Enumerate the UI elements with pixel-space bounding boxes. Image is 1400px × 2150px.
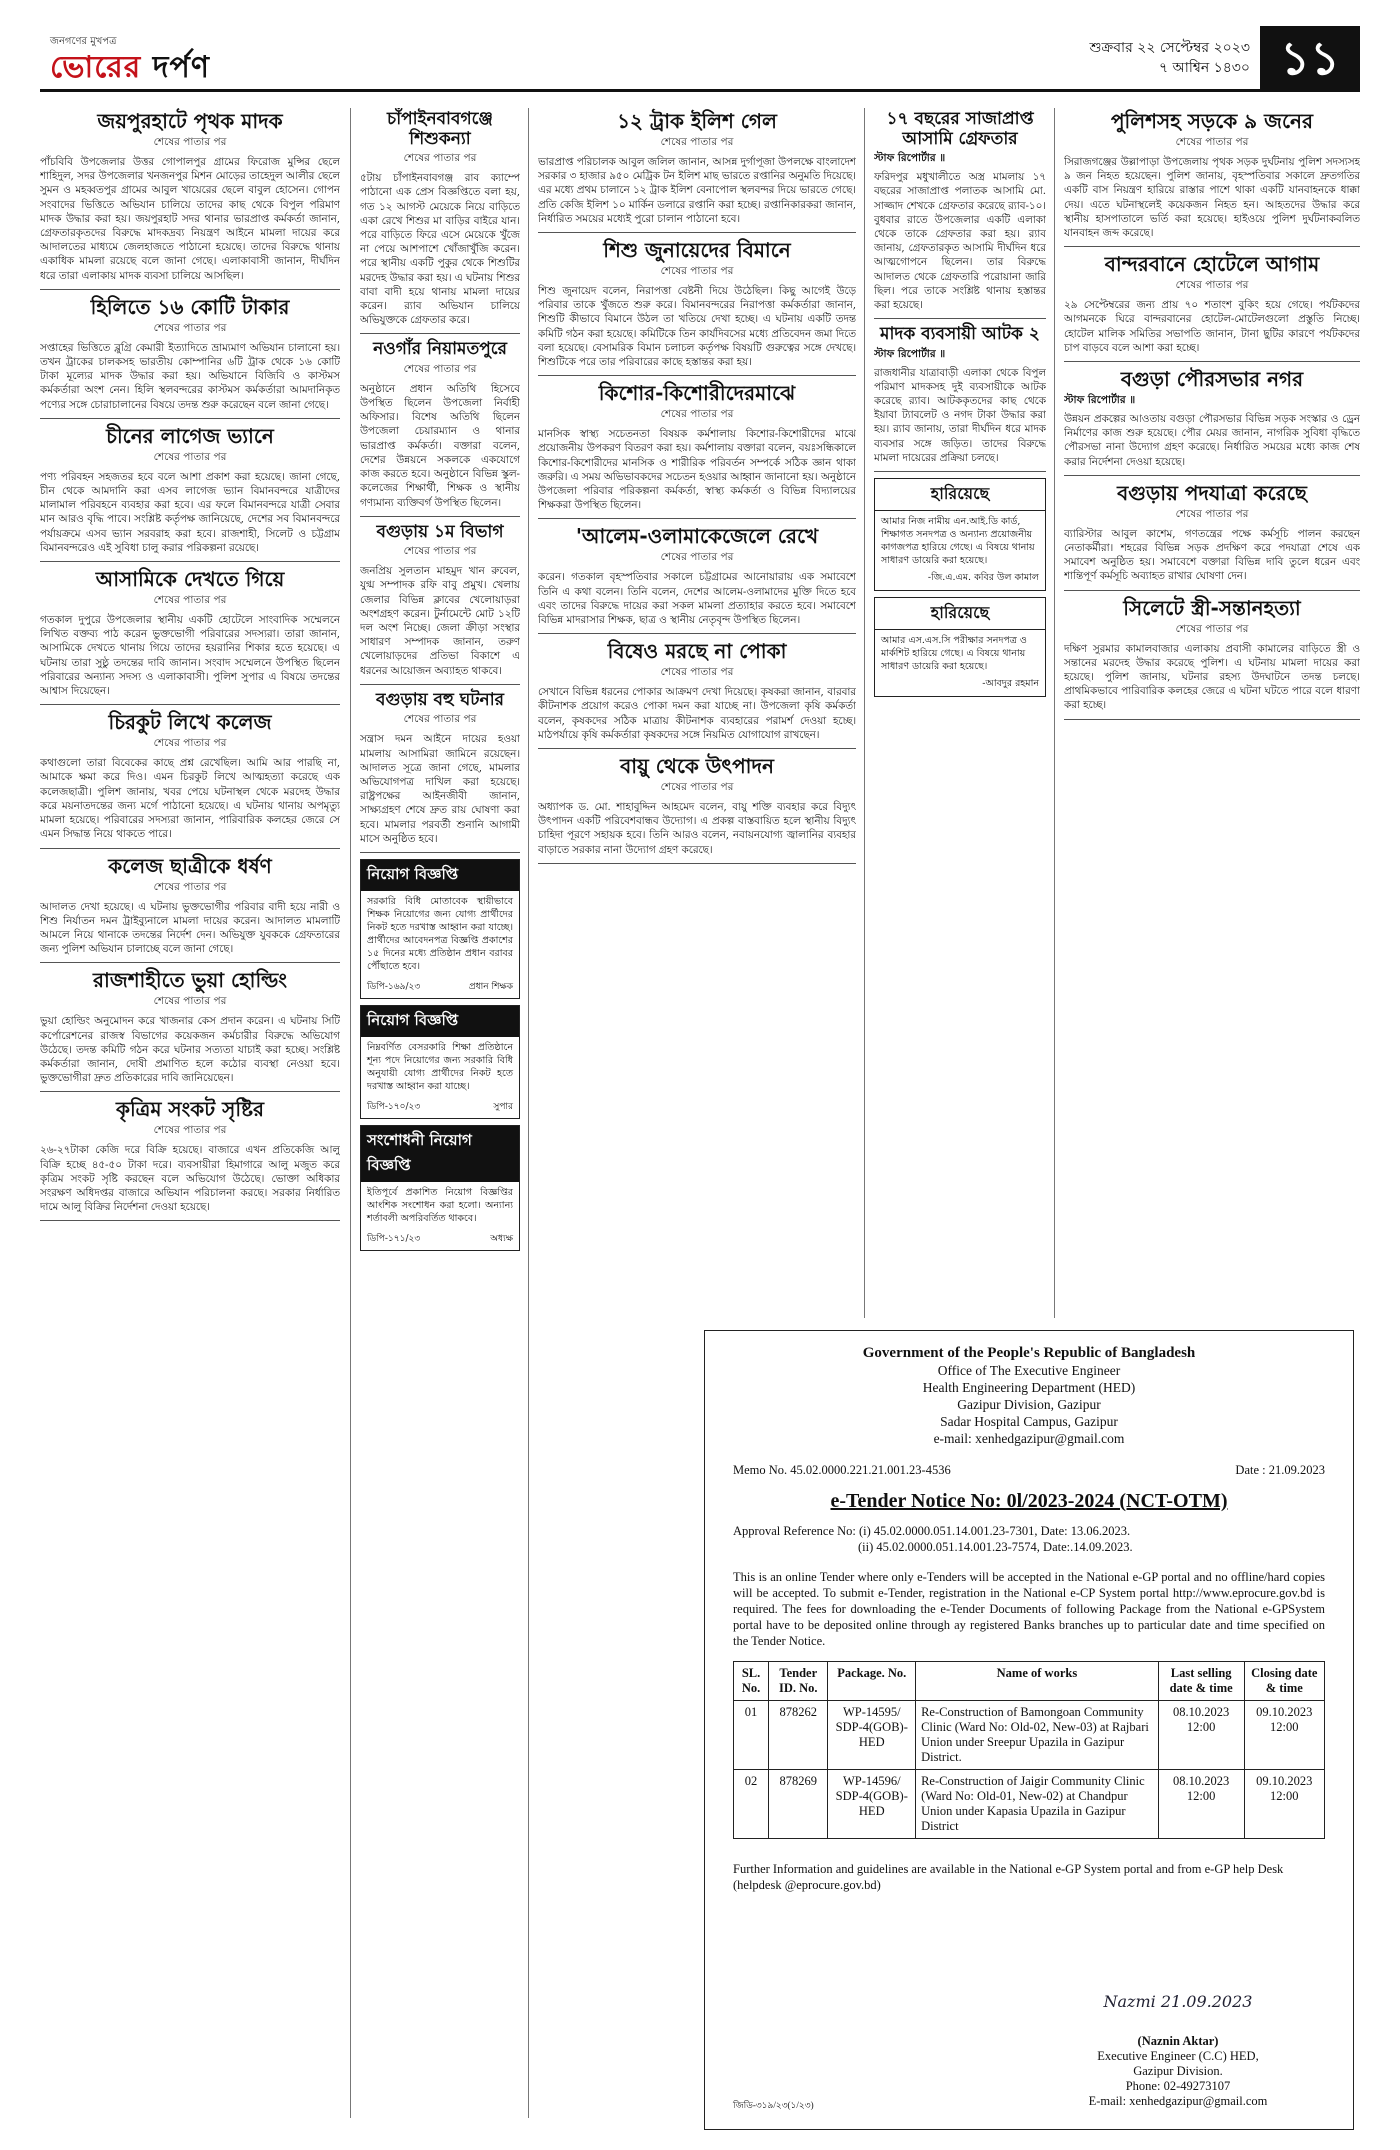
- news-story: [538, 382, 856, 512]
- story-body: উন্নয়ন প্রকল্পের আওতায় বগুড়া পৌরসভার বিভিন্ন সড়ক সংস্কার ও ড্রেন নির্মাণের কাজ শুরু হয়েছে। পৌর মেয়র জানান, নাগরিক সুবিধা বৃদ্ধিতে পৌরসভা নানা উদ্যোগ গ্রহণ করেছে। নির্ধারিত সময়ের মধ্যে কাজ শেষ করার নির্দেশনা দেওয়া হয়েছে।: [1064, 413, 1360, 468]
- job-ad-ref: ডিপি-১৬৯/২৩: [367, 982, 421, 993]
- continued-label: শেষের পাতার পর: [1175, 507, 1249, 520]
- continued-label: শেষের পাতার পর: [660, 136, 734, 148]
- news-story: [40, 1098, 340, 1214]
- lost-notice-title: হারিয়েছে: [875, 479, 1045, 511]
- tender-cell: 08.10.2023 12:00: [1158, 1770, 1244, 1839]
- tender-col-header: Tender ID. No.: [769, 1662, 828, 1701]
- tender-office: Office of The Executive Engineer: [937, 1363, 1121, 1378]
- story-headline: চীনের লাগেজ ভ্যানে: [106, 423, 274, 448]
- news-story: [40, 969, 340, 1085]
- job-ad-footer: [361, 977, 519, 998]
- tender-division: Gazipur Division, Gazipur: [957, 1397, 1101, 1412]
- continued-label: শেষের পাতার পর: [660, 666, 734, 679]
- news-story: [1064, 253, 1360, 355]
- news-story: [538, 525, 856, 627]
- story-headline: চিরকুট লিখে কলেজ: [108, 710, 272, 735]
- story-body: কথাগুলো তারা বিবেকের কাছে প্রশ্ন রেখেছিল। আমি আর পারছি না, আমাকে ক্ষমা করে দিও। এমন চিরকুট লিখে আত্মহত্যা করেছে এক কলেজছাত্রী। পুলিশ জানায়, খবর পেয়ে ঘটনাস্থল থেকে মরদেহ উদ্ধার করে ময়নাতদন্তের জন্য মর্গে পাঠানো হয়েছে। এ ঘটনায় থানায় অপমৃত্যু মামলা হয়েছে। পরিবারের সদস্যরা জানান, পারিবারিক কলহের জেরে সে এমন সিদ্ধান্ত নিয়ে থাকতে পারে।: [40, 757, 340, 841]
- story-byline: স্টাফ রিপোর্টার ॥: [1064, 394, 1136, 407]
- tender-memo: Memo No. 45.02.0000.221.21.001.23-4536: [733, 1463, 951, 1477]
- lost-notice: [874, 597, 1046, 697]
- story-divider: [538, 518, 856, 519]
- story-divider: [360, 852, 520, 853]
- story-headline: বিষেও মরছে না পোকা: [607, 639, 787, 664]
- story-body: করেন। গতকাল বৃহস্পতিবার সকালে চট্টগ্রামের আনোয়ারায় এক সমাবেশে তিনি এ কথা বলেন। তিনি বলেন, দেশের আলেম-ওলামাদের মুক্তি দিতে হবে এবং তাদের বিরুদ্ধে দায়ের করা সকল মামলা প্রত্যাহার করতে হবে। সমাবেশে বিভিন্ন মাদরাসার শিক্ষক, ছাত্র ও স্থানীয় নেতৃবৃন্দ উপস্থিত ছিলেন।: [538, 571, 856, 627]
- tender-title: e-Tender Notice No: 0l/2023-2024 (NCT-OTM): [830, 1490, 1228, 1512]
- story-body: ফরিদপুর মধুখালীতে অস্ত্র মামলায় ১৭ বছরের সাজাপ্রাপ্ত পলাতক আসামি মো. সাজ্জাদ শেখকে গ্রেফতার করেছে র‌্যাব-১০। বুধবার রাতে উপজেলার একটি এলাকা থেকে তাকে গ্রেফতার করা হয়। র‌্যাব জানায়, গ্রেফতারকৃত আসামি দীর্ঘদিন ধরে আত্মগোপনে ছিলেন। তার বিরুদ্ধে আদালত থেকে গ্রেফতারি পরোয়ানা জারি ছিল। পরে তাকে সংশ্লিষ্ট থানায় হস্তান্তর করা হয়েছে।: [874, 171, 1046, 311]
- continued-label: শেষের পাতার পর: [660, 265, 734, 278]
- lost-notice-title: হারিয়েছে: [875, 598, 1045, 630]
- story-body: সন্ত্রাস দমন আইনে দায়ের হওয়া মামলায় আসামিরা জামিনে রয়েছেন। আদালত সূত্রে জানা গেছে, মামলার অভিযোগপত্র দাখিল করা হয়েছে। রাষ্ট্রপক্ষের আইনজীবী জানান, সাক্ষ্যগ্রহণ শেষে দ্রুত রায় ঘোষণা করা হবে। মামলার পরবর্তী শুনানি আগামী মাসে অনুষ্ঠিত হবে।: [360, 733, 520, 845]
- story-divider: [40, 962, 340, 963]
- story-headline: কলেজ ছাত্রীকে ধর্ষণ: [108, 853, 272, 878]
- tender-table-header: [734, 1662, 1325, 1701]
- story-body: পণ্য পরিবহন সহজতর হবে বলে আশা প্রকাশ করা হয়েছে। জানা গেছে, চীন থেকে আমদানি করা এসব লাগেজ ভ্যান বিমানবন্দরে যাত্রীদের মালামাল পরিবহনে ব্যবহার করা হবে। এর ফলে বিমানবন্দরে যাত্রী সেবার মান আরও বৃদ্ধি পাবে। সংশ্লিষ্ট কর্তৃপক্ষ জানিয়েছে, দেশের সব বিমানবন্দরে পর্যায়ক্রমে এসব ভ্যান সরবরাহ করা হবে। রাজশাহী, সিলেট ও চট্টগ্রাম বিমানবন্দরেও এই সুবিধা চালু করার পরিকল্পনা রয়েছে।: [40, 470, 340, 554]
- tender-cell: WP-14596/ SDP-4(GOB)-HED: [828, 1770, 916, 1839]
- tender-col-header: Closing date & time: [1244, 1662, 1324, 1701]
- logo-part1: ভোরের: [50, 50, 142, 85]
- tender-gov: Government of the People's Republic of Bangladesh: [862, 1345, 1196, 1361]
- story-divider: [538, 232, 856, 233]
- story-divider: [40, 704, 340, 705]
- story-body: গতকাল দুপুরে উপজেলার স্থানীয় একটি হোটেলে সাংবাদিক সম্মেলনে লিখিত বক্তব্য পাঠ করেন ভুক্তভোগী পরিবারের সদস্যরা। তারা জানান, আসামিকে দেখতে থানায় গিয়ে তাদের হয়রানির শিকার হতে হয়েছে। এ ঘটনায় তারা সুষ্ঠু তদন্তের দাবি জানান। সংবাদ সম্মেলনে উপস্থিত ছিলেন পরিবারের অন্যান্য সদস্য ও এলাকাবাসী। পুলিশ সুপার এ বিষয়ে তদন্তের আশ্বাস দিয়েছেন।: [40, 614, 340, 698]
- story-headline: বগুড়ায় বহু ঘটনার: [376, 689, 504, 710]
- continued-label: শেষের পাতার পর: [1175, 136, 1249, 148]
- story-headline: শিশু জুনায়েদের বিমানে: [603, 238, 791, 263]
- story-body: অনুষ্ঠানে প্রধান অতিথি হিসেবে উপস্থিত ছিলেন উপজেলা নির্বাহী অফিসার। বিশেষ অতিথি ছিলেন উপজেলা চেয়ারম্যান ও থানার ভারপ্রাপ্ত কর্মকর্তা। বক্তারা বলেন, দেশের উন্নয়নে সকলকে একযোগে কাজ করতে হবে। অনুষ্ঠানে বিভিন্ন স্কুল-কলেজের শিক্ষার্থী, শিক্ষক ও স্থানীয় গণ্যমান্য ব্যক্তিবর্গ উপস্থিত ছিলেন।: [360, 382, 520, 509]
- tender-col-header: Package. No.: [828, 1662, 916, 1701]
- story-byline: স্টাফ রিপোর্টার ॥: [874, 152, 946, 165]
- story-body: সিরাজগঞ্জের উল্লাপাড়া উপজেলায় পৃথক সড়ক দুর্ঘটনায় পুলিশ সদস্যসহ ৯ জন নিহত হয়েছেন। পুলিশ জানায়, বৃহস্পতিবার সকালে দ্রুতগতির একটি বাস নিয়ন্ত্রণ হারিয়ে রাস্তার পাশে থাকা একটি যানবাহনকে ধাক্কা দেয়। এতে ঘটনাস্থলেই কয়েকজন নিহত হন। আহতদের উদ্ধার করে স্থানীয় হাসপাতালে ভর্তি করা হয়েছে। হাইওয়ে পুলিশ দুর্ঘটনাকবলিত যানবাহন জব্দ করেছে।: [1064, 156, 1360, 240]
- story-body: ২৯ সেপ্টেম্বরের জন্য প্রায় ৭০ শতাংশ বুকিং হয়ে গেছে। পর্যটকদের আগমনকে ঘিরে বান্দরবানের হোটেল-মোটেলগুলো প্রস্তুতি নিচ্ছে। হোটেল মালিক সমিতির সভাপতি জানান, টানা ছুটির কারণে পর্যটকদের চাপ বাড়বে বলে আশা করা হচ্ছে।: [1064, 299, 1360, 354]
- news-story: [538, 755, 856, 857]
- news-story: [1064, 482, 1360, 584]
- date-gregorian: শুক্রবার ২২ সেপ্টেম্বর ২০২৩: [1089, 40, 1250, 56]
- job-ad-ref: ডিপি-১৭১/২৩: [367, 1234, 421, 1245]
- tender-dept: Health Engineering Department (HED): [922, 1380, 1136, 1395]
- continued-label: শেষের পাতার পর: [153, 880, 227, 893]
- tender-cell: 878269: [769, 1770, 828, 1839]
- story-divider: [538, 748, 856, 749]
- story-headline: সিলেটে স্ত্রী-সন্তানহত্যা: [1123, 595, 1301, 620]
- story-divider: [40, 1091, 340, 1092]
- continued-label: শেষের পাতার পর: [153, 450, 227, 463]
- job-ad-body: ইতিপূর্বে প্রকাশিত নিয়োগ বিজ্ঞপ্তির আংশিক সংশোধন করা হলো। অন্যান্য শর্তাবলী অপরিবর্তিত থাকবে।: [367, 1187, 513, 1225]
- page-number: ১১: [1260, 26, 1360, 90]
- tender-gd-ref: জিডি-৩১৯/২৩(১/২৩): [733, 2100, 814, 2110]
- story-headline: আসামিকে দেখতে গিয়ে: [95, 567, 285, 592]
- signature-scribble: Nazmi 21.09.2023: [1103, 1992, 1253, 2011]
- story-divider: [1064, 475, 1360, 476]
- story-divider: [1064, 361, 1360, 362]
- story-body: জনপ্রিয় সুলতান মাহমুদ খান রুবেল, যুগ্ম সম্পাদক রফি বাবু প্রমুখ। খেলায় জেলার বিভিন্ন ক্লাবের খেলোয়াড়রা অংশগ্রহণ করেন। টুর্নামেন্টে মোট ১২টি দল অংশ নিচ্ছে। জেলা ক্রীড়া সংস্থার সাধারণ সম্পাদক জানান, তরুণ খেলোয়াড়দের প্রতিভা বিকাশে এ ধরনের আয়োজন অব্যাহত থাকবে।: [360, 565, 520, 677]
- job-ad: [360, 1125, 520, 1251]
- story-divider: [40, 848, 340, 849]
- lost-notice-body: আমার নিজ নামীয় এন.আই.ডি কার্ড, শিক্ষাগত সনদপত্র ও অন্যান্য প্রয়োজনীয় কাগজপত্র হারিয়ে গেছে। এ বিষয়ে থানায় সাধারণ ডায়েরি করা হয়েছে।: [881, 516, 1035, 567]
- continued-label: শেষের পাতার পর: [153, 1124, 227, 1137]
- continued-label: শেষের পাতার পর: [403, 713, 477, 726]
- story-body: দক্ষিণ সুরমার কামালবাজার এলাকায় প্রবাসী কামালের বাড়িতে স্ত্রী ও সন্তানের মরদেহ উদ্ধার করেছে পুলিশ। এ ঘটনায় মামলা দায়ের করা হয়েছে। পুলিশ জানায়, ঘটনার রহস্য উদঘাটনে তদন্ত চলছে। প্রাথমিকভাবে পারিবারিক কলহের জেরে এ ঘটনা ঘটতে পারে বলে ধারণা করা হচ্ছে।: [1064, 642, 1360, 712]
- story-body: ভুয়া হোল্ডিং অনুমোদন করে খাজনার কেস প্রদান করেন। এ ঘটনায় সিটি কর্পোরেশনের রাজস্ব বিভাগের কয়েকজন কর্মচারীর বিরুদ্ধে অভিযোগ উঠেছে। তদন্ত কমিটি গঠন করে ঘটনার সত্যতা যাচাই করা হচ্ছে। সংশ্লিষ্ট কর্মকর্তারা জানান, দোষী প্রমাণিত হলে কঠোর ব্যবস্থা নেওয়া হবে। ভুক্তভোগীরা দ্রুত প্রতিকারের দাবি জানিয়েছেন।: [40, 1015, 340, 1085]
- column-3: [538, 108, 856, 870]
- job-ad-title: নিয়োগ বিজ্ঞপ্তি: [361, 1006, 519, 1037]
- continued-label: শেষের পাতার পর: [403, 362, 477, 375]
- story-body: সপ্তাহের ভিত্তিতে ব্লুগ্রি কেমারী ইত্যাদিতে ভ্রাম্যমাণ অভিযান চালানো হয়। তখন ট্রাকের চালকসহ ভারতীয় কোম্পানির ৬টি ট্রাক থেকে ১৬ কোটি টাকা মূল্যের মাদক উদ্ধার করা হয়। অভিযানে বিজিবি ও কাস্টমস কর্মকর্তারা অংশ নেন। হিলি স্থলবন্দরের কাস্টমস কর্মকর্তারা আমদানিকৃত পণ্যের সঙ্গে চোরাচালানের বিষয়ে তদন্ত শুরু করেছেন বলে জানা গেছে।: [40, 341, 340, 411]
- continued-label: শেষের পাতার পর: [153, 737, 227, 750]
- tender-col-header: SL. No.: [734, 1662, 769, 1701]
- continued-label: শেষের পাতার পর: [660, 781, 734, 794]
- story-headline: চাঁপাইনবাবগঞ্জে শিশুকন্যা: [387, 109, 493, 149]
- story-divider: [874, 318, 1046, 319]
- story-headline: বগুড়ায় ১ম বিভাগ: [376, 521, 504, 542]
- column-divider: [864, 108, 865, 1318]
- signer-division: Gazipur Division.: [1133, 2064, 1223, 2078]
- lost-notice-signer: -জি.এ.এম. কবির উল কামাল: [927, 572, 1039, 584]
- continued-label: শেষের পাতার পর: [153, 136, 227, 148]
- news-story: [40, 711, 340, 841]
- continued-label: শেষের পাতার পর: [403, 545, 477, 558]
- tender-campus: Sadar Hospital Campus, Gazipur: [940, 1414, 1118, 1429]
- story-body: শিশু জুনায়েদ বলেন, নিরাপত্তা বেষ্টনী দিয়ে উঠেছিল। কিছু আগেই উড়ে পরিবার তাকে খুঁজতে শুরু করে। বিমানবন্দরের নিরাপত্তা কর্মকর্তারা জানান, শিশুটি কীভাবে বিমানে উঠল তা খতিয়ে দেখা হচ্ছে। এ ঘটনায় একটি তদন্ত কমিটি গঠন করা হয়েছে। কমিটিকে তিন কার্যদিবসের মধ্যে প্রতিবেদন জমা দিতে বলা হয়েছে। বেসামরিক বিমান চলাচল কর্তৃপক্ষ বিষয়টি গুরুত্বের সঙ্গে দেখছে। শিশুটিকে পরে তার পরিবারের কাছে হস্তান্তর করা হয়।: [538, 285, 856, 369]
- job-ad: [360, 859, 520, 999]
- logo-name: [50, 51, 210, 85]
- job-ad-sign: অধ্যক্ষ: [490, 1234, 513, 1245]
- story-body: রাজধানীর যাত্রাবাড়ী এলাকা থেকে বিপুল পরিমাণ মাদকসহ দুই ব্যবসায়ীকে আটক করেছে র‌্যাব। আটককৃতদের কাছ থেকে ইয়াবা ট্যাবলেট ও নগদ টাকা উদ্ধার করা হয়। র‌্যাব জানায়, তারা দীর্ঘদিন ধরে মাদক ব্যবসার সঙ্গে জড়িত। তাদের বিরুদ্ধে মামলা দায়েরের প্রক্রিয়া চলছে।: [874, 366, 1046, 464]
- story-headline: ১৭ বছরের সাজাপ্রাপ্ত আসামি গ্রেফতার: [886, 109, 1034, 149]
- continued-label: শেষের পাতার পর: [660, 408, 734, 421]
- news-story: [1064, 597, 1360, 713]
- tender-notice: [704, 1330, 1354, 2130]
- news-story: [360, 340, 520, 509]
- tender-col-header: Last selling date & time: [1158, 1662, 1244, 1701]
- story-divider: [1064, 590, 1360, 591]
- story-divider: [1064, 719, 1360, 720]
- tender-cell: 08.10.2023 12:00: [1158, 1701, 1244, 1770]
- story-headline: মাদক ব্যবসায়ী আটক ২: [880, 324, 1040, 345]
- tender-table: [733, 1661, 1325, 1839]
- tender-col-header: Name of works: [916, 1662, 1159, 1701]
- tender-date: Date : 21.09.2023: [1235, 1463, 1325, 1477]
- job-ad-body: সরকারি বিধি মোতাবেক স্থায়ীভাবে শিক্ষক নিয়োগের জন্য যোগ্য প্রার্থীদের নিকট হতে দরখাস্ত আহ্বান করা যাচ্ছে। প্রার্থীদের আবেদনপত্র বিজ্ঞপ্তি প্রকাশের ১৫ দিনের মধ্যে প্রতিষ্ঠান প্রধান বরাবর পৌঁছাতে হবে।: [367, 896, 513, 973]
- story-divider: [538, 863, 856, 864]
- news-story: [360, 523, 520, 678]
- story-divider: [40, 561, 340, 562]
- story-headline: ১২ ট্রাক ইলিশ গেল: [617, 109, 777, 133]
- tender-memo-row: [733, 1463, 1325, 1478]
- news-story: [40, 296, 340, 412]
- tender-row: [734, 1770, 1325, 1839]
- tender-approval-2: (ii) 45.02.0000.051.14.001.23-7574, Date:.14.09.2023.: [858, 1540, 1133, 1554]
- job-ad-footer: [361, 1097, 519, 1118]
- story-body: অধ্যাপক ড. মো. শাহাবুদ্দিন আহমেদ বলেন, বায়ু শক্তি ব্যবহার করে বিদ্যুৎ উৎপাদন একটি পরিবেশবান্ধব উদ্যোগ। এ প্রকল্প বাস্তবায়িত হলে স্থানীয় বিদ্যুৎ চাহিদা পূরণে সহায়ক হবে। তিনি আরও বলেন, নবায়নযোগ্য জ্বালানির ব্যবহার বাড়াতে সরকার নানা উদ্যোগ গ্রহণ করেছে।: [538, 801, 856, 856]
- news-story: [538, 110, 856, 226]
- tender-cell: Re-Construction of Bamongoan Community Clinic (Ward No: Old-02, New-03) at Rajbari Union under Sreepur Upazila in Gazipur District.: [916, 1701, 1159, 1770]
- story-divider: [360, 684, 520, 685]
- tender-signature-block: [1043, 1994, 1313, 2109]
- story-headline: বান্দরবানে হোটেলে আগাম: [1104, 252, 1320, 277]
- story-divider: [40, 1220, 340, 1221]
- lost-notice-signer: -আবদুর রহমান: [982, 678, 1039, 690]
- story-body: ব্যারিস্টার আবুল কাশেম, গণতন্ত্রের পক্ষে কর্মসূচি পালন করছেন নেতাকর্মীরা। শহরের বিভিন্ন সড়ক প্রদক্ষিণ করে পদযাত্রা শেষে এক সমাবেশ অনুষ্ঠিত হয়। সমাবেশে বক্তারা বিভিন্ন দাবি তুলে ধরেন এবং শান্তিপূর্ণ কর্মসূচি অব্যাহত রাখার ঘোষণা দেন।: [1064, 527, 1360, 583]
- job-ad: [360, 1005, 520, 1119]
- signer-title: Executive Engineer (C.C) HED,: [1097, 2049, 1259, 2063]
- date-bengali: ৭ আশ্বিন ১৪৩০: [1158, 60, 1250, 76]
- story-body: ভারপ্রাপ্ত পরিচালক আবুল জলিল জানান, আসন্ন দুর্গাপূজা উপলক্ষে বাংলাদেশ সরকার ৩ হাজার ৯৫০ মেট্রিক টন ইলিশ মাছ ভারতে রপ্তানির অনুমতি দিয়েছে। এর মধ্যে প্রথম চালানে ১২ ট্রাক ইলিশ বেনাপোল স্থলবন্দর দিয়ে ভারতে গেছে। প্রতি কেজি ইলিশ ১০ মার্কিন ডলারে রপ্তানি করা হচ্ছে। রপ্তানিকারকরা জানান, নির্ধারিত সময়ের মধ্যেই পুরো চালান পাঠানো হবে।: [538, 156, 856, 225]
- story-divider: [360, 516, 520, 517]
- news-story: [360, 110, 520, 327]
- continued-label: শেষের পাতার পর: [403, 152, 477, 165]
- signer-phone: Phone: 02-49273107: [1125, 2079, 1231, 2093]
- story-headline: রাজশাহীতে ভুয়া হোল্ডিং: [93, 968, 287, 993]
- tender-email: e-mail: xenhedgazipur@gmail.com: [933, 1431, 1125, 1446]
- job-ad-title: নিয়োগ বিজ্ঞপ্তি: [361, 860, 519, 891]
- lost-notice: [874, 478, 1046, 591]
- news-story: [40, 425, 340, 555]
- job-ad-sign: প্রধান শিক্ষক: [468, 982, 513, 993]
- story-divider: [874, 471, 1046, 472]
- news-story: [40, 110, 340, 283]
- story-headline: জয়পুরহাটে পৃথক মাদক: [97, 109, 283, 133]
- news-story: [40, 855, 340, 957]
- tender-cell: 01: [734, 1701, 769, 1770]
- story-headline: কিশোর-কিশোরীদেরমাঝে: [598, 381, 796, 406]
- tender-cell: 09.10.2023 12:00: [1244, 1701, 1324, 1770]
- story-body: ৫টায় চাঁপাইনবাবগঞ্জ রাব ক্যাম্পে পাঠানো এক প্রেস বিজ্ঞপ্তিতে বলা হয়, গত ১২ আগস্ট মেয়েকে নিয়ে বাড়িতে একা রেখে শিশুর মা বাড়ির বাইরে যান। পরে বাড়িতে ফিরে এসে মেয়েকে খুঁজে না পেয়ে আশপাশে খোঁজাখুঁজি করেন। পরে স্থানীয় একটি পুকুর থেকে শিশুটির মরদেহ উদ্ধার করা হয়। এ ঘটনায় শিশুর বাবা বাদী হয়ে থানায় মামলা দায়ের করেন। র‌্যাব অভিযান চালিয়ে অভিযুক্তকে গ্রেফতার করে।: [360, 172, 520, 327]
- story-headline: নওগাঁর নিয়ামতপুরে: [373, 339, 507, 360]
- continued-label: শেষের পাতার পর: [153, 594, 227, 607]
- lost-notice-body: আমার এস.এস.সি পরীক্ষার সনদপত্র ও মার্কশিট হারিয়ে গেছে। এ বিষয়ে থানায় সাধারণ ডায়েরি করা হয়েছে।: [881, 635, 1027, 673]
- signer-name: (Naznin Aktar): [1137, 2034, 1219, 2048]
- column-1: [40, 108, 340, 1227]
- job-ad-title: সংশোধনী নিয়োগ বিজ্ঞপ্তি: [361, 1126, 519, 1182]
- continued-label: শেষের পাতার পর: [1175, 622, 1249, 635]
- job-ad-footer: [361, 1229, 519, 1250]
- tender-cell: 02: [734, 1770, 769, 1839]
- news-story: [538, 640, 856, 742]
- news-story: [874, 110, 1046, 312]
- tender-cell: 09.10.2023 12:00: [1244, 1770, 1324, 1839]
- story-headline: হিলিতে ১৬ কোটি টাকার: [90, 294, 290, 319]
- story-divider: [40, 289, 340, 290]
- job-ad-sign: সুপার: [493, 1102, 513, 1113]
- job-ad-ref: ডিপি-১৭০/২৩: [367, 1102, 421, 1113]
- story-body: সেখানে বিভিন্ন ধরনের পোকার আক্রমণ দেখা দিয়েছে। কৃষকরা জানান, বারবার কীটনাশক প্রয়োগ করেও পোকা দমন করা যাচ্ছে না। উপজেলা কৃষি কর্মকর্তা বলেন, কৃষকদের সঠিক মাত্রায় কীটনাশক ব্যবহারের পরামর্শ দেওয়া হচ্ছে। মাঠপর্যায়ে কৃষি কর্মকর্তারা কৃষকদের সঙ্গে নিয়মিত যোগাযোগ রাখছেন।: [538, 686, 856, 741]
- tender-cell: 878262: [769, 1701, 828, 1770]
- story-divider: [538, 633, 856, 634]
- column-divider: [350, 108, 351, 2118]
- story-headline: বগুড়া পৌরসভার নগর: [1120, 367, 1304, 392]
- story-headline: বায়ু থেকে উৎপাদন: [620, 754, 774, 779]
- tender-approval-1: Approval Reference No: (i) 45.02.0000.051.14.001.23-7301, Date: 13.06.2023.: [733, 1524, 1131, 1538]
- continued-label: শেষের পাতার পর: [1175, 279, 1249, 292]
- issue-date: [1089, 38, 1250, 78]
- masthead: [40, 30, 1360, 92]
- continued-label: শেষের পাতার পর: [153, 321, 227, 334]
- signer-email: E-mail: xenhedgazipur@gmail.com: [1088, 2094, 1268, 2108]
- story-byline: স্টাফ রিপোর্টার ॥: [874, 347, 946, 360]
- column-4: [874, 108, 1046, 703]
- story-divider: [1064, 246, 1360, 247]
- column-divider: [1054, 108, 1055, 1318]
- job-ad-body: নিম্নবর্ণিত বেসরকারি শিক্ষা প্রতিষ্ঠানে শূন্য পদে নিয়োগের জন্য সরকারি বিধি অনুযায়ী যোগ্য প্রার্থীদের নিকট হতে দরখাস্ত আহ্বান করা যাচ্ছে।: [367, 1042, 513, 1093]
- tender-cell: Re-Construction of Jaigir Community Clinic (Ward No: Old-01, New-02) at Chandpur Union under Kapasia Upazila in Gazipur District: [916, 1770, 1159, 1839]
- logo-tagline: জনগণের মুখপত্র: [50, 36, 117, 47]
- story-headline: বগুড়ায় পদযাত্রা করেছে: [1117, 480, 1307, 505]
- logo-part2: দর্পণ: [152, 50, 211, 85]
- newspaper-logo: [50, 34, 210, 85]
- story-divider: [40, 418, 340, 419]
- story-body: ২৬-২৭টাকা কেজি দরে বিক্রি হয়েছে। বাজারে এখন প্রতিকেজি আলু বিক্রি হচ্ছে ৪৫-৫০ টাকা দরে। ব্যবসায়ীরা হিমাগারে আলু মজুত করে কৃত্রিম সংকট সৃষ্টি করছেন বলে অভিযোগ উঠেছে। ভোক্তা অধিকার সংরক্ষণ অধিদপ্তর বাজারে অভিযান পরিচালনা করছে। সরকার নির্ধারিত দামে আলু বিক্রির নির্দেশনা দেওয়া হয়েছে।: [40, 1144, 340, 1214]
- story-divider: [360, 333, 520, 334]
- news-story: [360, 691, 520, 846]
- tender-further-info: Further Information and guidelines are available in the National e-GP System portal and from e-GP help Desk (helpdesk @eprocure.gov.bd): [733, 1862, 1284, 1892]
- news-story: [40, 568, 340, 698]
- story-body: পাঁচবিবি উপজেলার উত্তর গোপালপুর গ্রামের ফিরোজ মুন্সির ছেলে শাহিদুল, সদর উপজেলার খনজনপুর মিশন মোড়ের তাহেদুল আলীর ছেলে সুমন ও মহব্বতপুর গ্রামের আবুল খায়েরের ছেলে বাবুল হোসেন। গোপন সংবাদের ভিত্তিতে অভিযান চালিয়ে তাদের কাছ থেকে বিপুল পরিমাণ মাদক উদ্ধার করা হয়। জয়পুরহাট সদর থানার ভারপ্রাপ্ত কর্মকর্তা জানান, গ্রেফতারকৃতদের বিরুদ্ধে মাদকদ্রব্য নিয়ন্ত্রণ আইনে মামলা দায়ের করে আদালতের মাধ্যমে জেলহাজতে পাঠানো হয়েছে। তাদের বিরুদ্ধে থানায় একাধিক মামলা রয়েছে বলে জানা গেছে। এলাকাবাসী জানান, দীর্ঘদিন ধরে তারা এলাকায় মাদক ব্যবসা চালিয়ে আসছিল।: [40, 156, 340, 282]
- story-body: মানসিক স্বাস্থ্য সচেতনতা বিষয়ক কর্মশালায় কিশোর-কিশোরীদের মাঝে প্রয়োজনীয় উপকরণ বিতরণ করা হয়। কর্মশালায় বক্তারা বলেন, বয়ঃসন্ধিকালে কিশোর-কিশোরীদের মানসিক ও শারীরিক পরিবর্তন সম্পর্কে সঠিক জ্ঞান থাকা জরুরি। এ সময় অভিভাবকদের সচেতন হওয়ার আহ্বান জানানো হয়। অনুষ্ঠানে উপজেলা পরিবার পরিকল্পনা কর্মকর্তা, স্বাস্থ্য কর্মকর্তা ও বিভিন্ন বিদ্যালয়ের শিক্ষকরা উপস্থিত ছিলেন।: [538, 428, 856, 512]
- news-story: [874, 325, 1046, 465]
- continued-label: শেষের পাতার পর: [660, 551, 734, 564]
- story-headline: 'আলেম-ওলামাকেজেলে রেখে: [575, 524, 819, 549]
- news-story: [1064, 110, 1360, 240]
- story-body: আদালত দেখা হয়েছে। এ ঘটনায় ভুক্তভোগীর পরিবার বাদী হয়ে নারী ও শিশু নির্যাতন দমন ট্রাইব্যুনালে মামলা দায়ের করেন। আদালত মামলাটি আমলে নিয়ে থানাকে তদন্তের নির্দেশ দেন। অভিযুক্ত যুবককে গ্রেফতারের জন্য পুলিশ অভিযান চালাচ্ছে বলে জানা গেছে।: [40, 900, 340, 956]
- column-divider: [528, 108, 529, 2118]
- tender-row: [734, 1701, 1325, 1770]
- tender-cell: WP-14595/ SDP-4(GOB)-HED: [828, 1701, 916, 1770]
- column-5: [1064, 108, 1360, 726]
- news-story: [1064, 368, 1360, 469]
- continued-label: শেষের পাতার পর: [153, 995, 227, 1008]
- story-headline: কৃত্রিম সংকট সৃষ্টির: [115, 1097, 265, 1122]
- story-divider: [538, 375, 856, 376]
- news-story: [538, 239, 856, 369]
- story-headline: পুলিশসহ সড়কে ৯ জনের: [1110, 109, 1313, 133]
- column-2: [360, 108, 520, 1257]
- tender-paragraph: This is an online Tender where only e-Tenders will be accepted in the National e-GP portal and no offline/hard copies will be accepted. To submit e-Tender, registration in the National e-CP System portal http://www.eprocure.gov.bd is required. The fees for downloading the e-Tender Documents of following Package from the National e-GPSystem portal have to be deposited online through ay registered Banks branches up to particular date and time specified on the Tender Notice.: [733, 1570, 1325, 1648]
